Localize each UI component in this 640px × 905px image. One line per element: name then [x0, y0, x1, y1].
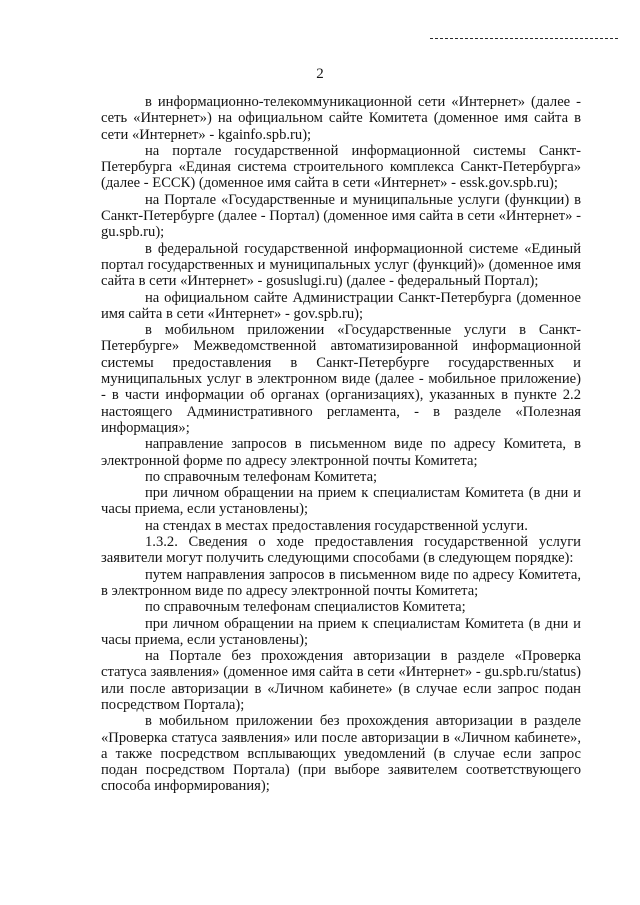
paragraph: при личном обращении на прием к специалистам Комитета (в дни и часы приема, если установлены);	[101, 485, 581, 518]
paragraph: на Портале «Государственные и муниципальные услуги (функции) в Санкт-Петербурге (далее - Портал) (доменное имя сайта в сети «Интернет» - gu.spb.ru);	[101, 191, 581, 241]
paragraph: на официальном сайте Администрации Санкт-Петербурга (доменное имя сайта в сети «Интернет» - gov.spb.ru);	[101, 289, 581, 322]
paragraph: по справочным телефонам Комитета;	[145, 468, 378, 485]
paragraph: 1.3.2. Сведения о ходе предоставления государственной услуги заявители могут получить следующими способами (в следующем порядке):	[101, 534, 581, 567]
paragraph: в мобильном приложении без прохождения авторизации в разделе «Проверка статуса заявления» или после авторизации в «Личном кабинете», а также посредством всплывающих уведомлений (в случае если запрос подан посредством Портала) (при выборе заявителем соответствующего способа информирования);	[101, 713, 581, 795]
page-number: 2	[316, 66, 324, 82]
paragraph: на портале государственной информационной системы Санкт-Петербурга «Единая система строительного комплекса Санкт-Петербурга» (далее - ЕССК) (доменное имя сайта в сети «Интернет» - essk.gov.spb.ru);	[101, 142, 581, 192]
paragraph: в мобильном приложении «Государственные услуги в Санкт-Петербурге» Межведомственной автоматизированной информационной системы предоставления в Санкт-Петербурге государственных и муниципальных услуг в электронном виде (далее - мобильное приложение) - в части информации об органах (организациях), указанных в пункте 2.2 настоящего Административного регламента, - в разделе «Полезная информация»;	[101, 322, 581, 436]
paragraph: путем направления запросов в письменном виде по адресу Комитета, в электронном виде по адресу электронной почты Комитета;	[101, 566, 581, 599]
paragraph: в информационно-телекоммуникационной сети «Интернет» (далее - сеть «Интернет») на официальном сайте Комитета (доменное имя сайта в сети «Интернет» - kgainfo.spb.ru);	[101, 94, 581, 143]
paragraph: на стендах в местах предоставления государственной услуги.	[145, 517, 528, 534]
paragraph: по справочным телефонам специалистов Комитета;	[145, 599, 466, 616]
document-body	[101, 94, 581, 795]
paragraph: направление запросов в письменном виде по адресу Комитета, в электронной форме по адресу электронной почты Комитета;	[101, 436, 581, 469]
paragraph: при личном обращении на прием к специалистам Комитета (в дни и часы приема, если установлены);	[101, 615, 581, 648]
paragraph: на Портале без прохождения авторизации в разделе «Проверка статуса заявления» (доменное имя сайта в сети «Интернет» - gu.spb.ru/status) или после авторизации в «Личном кабинете» (в случае если запрос подан посредством Портала);	[101, 648, 581, 713]
paragraph: в федеральной государственной информационной системе «Единый портал государственных и муниципальных услуг (функций)» (доменное имя сайта в сети «Интернет» - gosuslugi.ru) (далее - федеральный Портал);	[101, 240, 581, 290]
scan-edge-line	[430, 38, 618, 39]
